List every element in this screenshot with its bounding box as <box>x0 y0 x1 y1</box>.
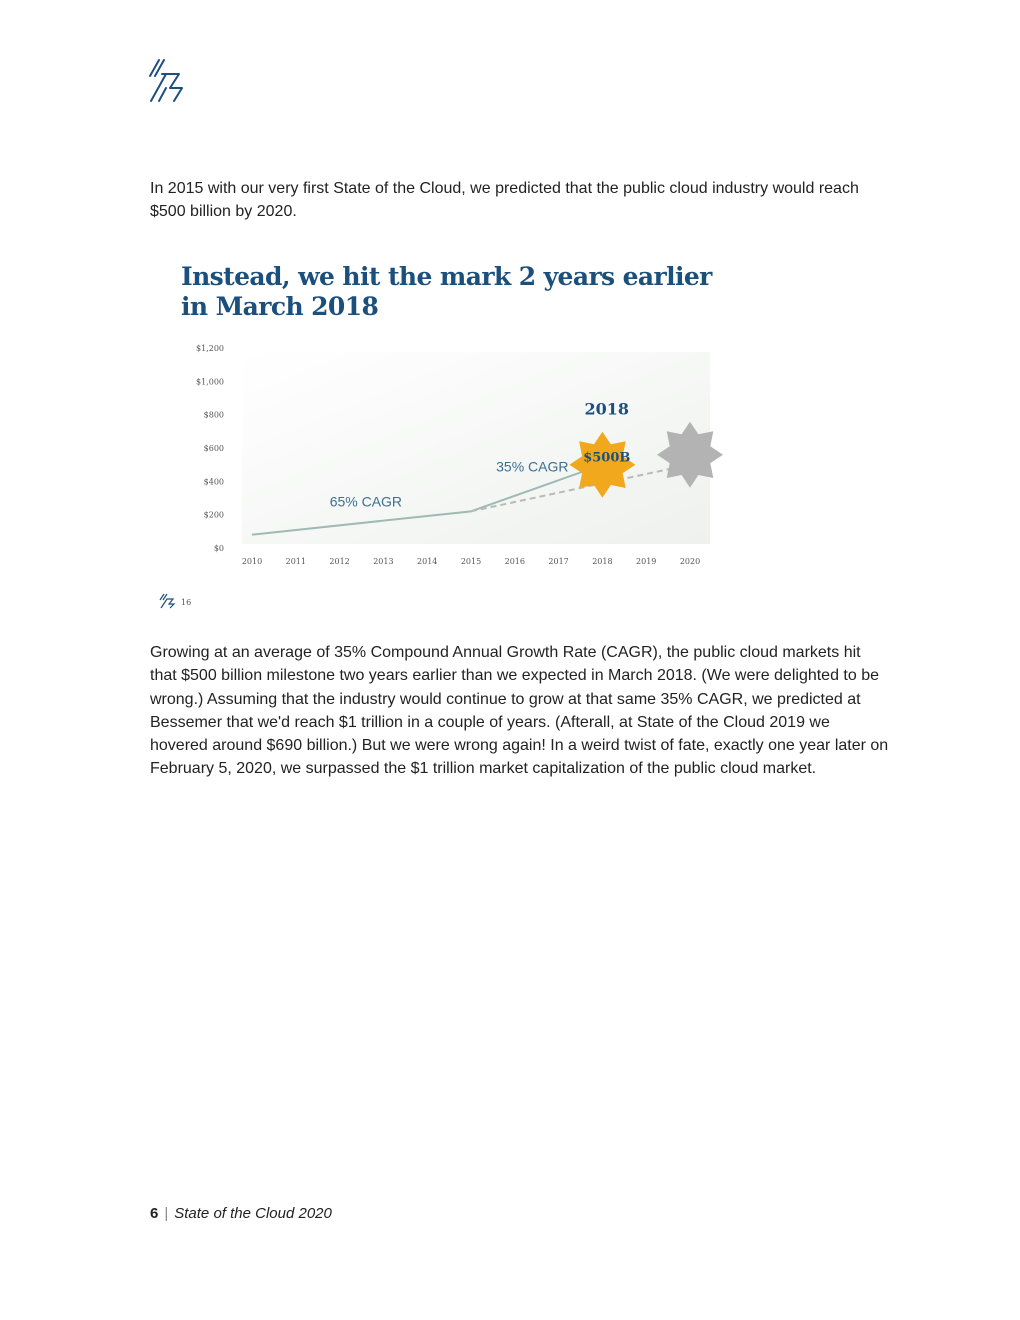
footer-doc-title: State of the Cloud 2020 <box>174 1205 332 1222</box>
y-tick-label: $0 <box>213 544 224 553</box>
star-marker-target-2020 <box>657 422 723 488</box>
x-tick-label: 2013 <box>373 557 394 566</box>
plot-area <box>242 352 710 544</box>
y-tick-label: $800 <box>203 410 224 420</box>
x-tick-label: 2010 <box>241 557 263 566</box>
annotation-label: 65% CAGR <box>329 493 403 510</box>
slide-title: Instead, we hit the mark 2 years earlier in March 2018 <box>181 262 712 321</box>
y-tick-label: $600 <box>203 444 224 453</box>
x-tick-label: 2020 <box>679 557 701 566</box>
x-tick-label: 2014 <box>417 557 438 566</box>
y-tick-label: $400 <box>203 477 224 487</box>
annotation-label: $500B <box>583 450 631 466</box>
x-tick-label: 2015 <box>460 557 482 566</box>
cloud-market-chart <box>150 330 750 575</box>
x-tick-label: 2016 <box>504 557 525 566</box>
page-number: 6 <box>150 1205 159 1222</box>
annotation-label: 2018 <box>584 399 630 419</box>
footer-separator: | <box>164 1205 169 1222</box>
x-tick-label: 2018 <box>592 557 613 566</box>
y-tick-label: $1,200 <box>196 344 224 353</box>
slide-footer-logo-icon <box>158 593 198 609</box>
annotation-label: 35% CAGR <box>496 458 569 475</box>
x-tick-label: 2019 <box>636 557 657 566</box>
intro-paragraph: In 2015 with our very first State of the Cloud, we predicted that the public cloud industry would reach $500 billion by 2020. <box>150 180 859 221</box>
x-tick-label: 2017 <box>548 557 569 566</box>
y-tick-label: $1,000 <box>196 377 224 387</box>
y-tick-label: $200 <box>203 510 224 520</box>
x-tick-label: 2011 <box>285 557 306 566</box>
bessemer-logo-icon <box>146 56 186 106</box>
page-footer <box>150 1205 332 1222</box>
body-paragraph: Growing at an average of 35% Compound Annual Growth Rate (CAGR), the public cloud markets hit that $500 billion milestone two years earlier than we expected in March 2018. (We were delighted to be wrong.) Assuming that the industry would continue to grow at that same 35% CAGR, we predicted at Bessemer that we'd reach $1 trillion in a couple of years. (Afterall, at State of the Cloud 2019 we hovered around $690 billion.) But we were wrong again! In a weird twist of fate, exactly one year later on February 5, 2020, we surpassed the $1 trillion market capitalization of the public cloud market. <box>150 644 889 778</box>
x-tick-label: 2012 <box>329 557 350 566</box>
slide-number: 16 <box>181 598 192 607</box>
